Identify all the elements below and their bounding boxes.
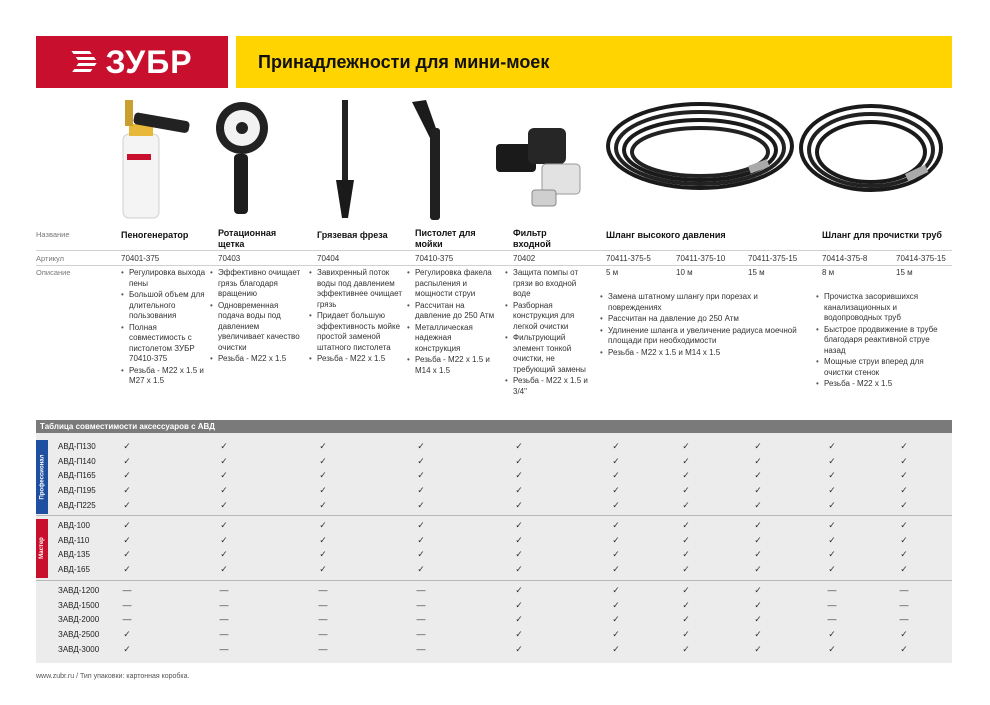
hose-length: 5 м bbox=[606, 268, 619, 277]
compatible-check: ✓ bbox=[682, 499, 690, 510]
compatible-check: ✓ bbox=[900, 485, 908, 496]
not-compatible-dash: — bbox=[416, 599, 426, 610]
description-item: • Резьба - М22 x 1.5 и М27 x 1.5 bbox=[121, 366, 213, 387]
article-number: 70414-375-15 bbox=[896, 254, 946, 263]
model-name: ЗАВД-1500 bbox=[58, 600, 100, 610]
compatible-check: ✓ bbox=[220, 441, 228, 451]
description-item: • Рассчитан на давление до 250 Атм bbox=[407, 301, 497, 322]
compatible-check: ✓ bbox=[417, 455, 425, 466]
product-name-pipe-cleaning-hose: Шланг для прочистки труб bbox=[822, 230, 942, 240]
hose-length: 15 м bbox=[748, 268, 765, 277]
row-label-name: Название bbox=[36, 230, 70, 239]
pipe-cleaning-hose-image bbox=[795, 98, 955, 204]
row-label-article: Артикул bbox=[36, 254, 64, 263]
description-item: • Удлинение шланга и увеличение радиуса моечной площади при необходимости bbox=[600, 326, 806, 347]
group-label bbox=[36, 440, 48, 514]
compatible-check: ✓ bbox=[123, 564, 131, 575]
model-name: ЗАВД-1200 bbox=[58, 586, 100, 595]
compatible-check: ✓ bbox=[682, 643, 690, 654]
description-item: • Регулировка факела распыления и мощности струи bbox=[407, 268, 497, 300]
description-item: • Металлическая надежная конструкция bbox=[407, 323, 497, 355]
compatible-check: ✓ bbox=[612, 534, 620, 545]
compatible-check: ✓ bbox=[417, 534, 425, 545]
product-description bbox=[210, 268, 306, 366]
compatible-check: ✓ bbox=[754, 643, 762, 654]
description-item: • Резьба - М22 x 1.5 и М14 x 1.5 bbox=[600, 348, 806, 359]
not-compatible-dash: — bbox=[122, 599, 132, 610]
compatible-check: ✓ bbox=[682, 485, 690, 496]
article-number: 70411-375-5 bbox=[606, 254, 651, 263]
compatible-check: ✓ bbox=[417, 470, 425, 481]
compatible-check: ✓ bbox=[123, 629, 131, 640]
compatible-check: ✓ bbox=[828, 564, 836, 575]
compatible-check: ✓ bbox=[515, 534, 523, 545]
compatible-check: ✓ bbox=[515, 520, 523, 530]
compatible-check: ✓ bbox=[123, 499, 131, 510]
group-label-text: Мастер bbox=[39, 537, 45, 560]
compatible-check: ✓ bbox=[515, 585, 523, 595]
compatible-check: ✓ bbox=[612, 499, 620, 510]
product-description bbox=[309, 268, 403, 366]
compatible-check: ✓ bbox=[754, 564, 762, 575]
compatible-check: ✓ bbox=[682, 441, 690, 451]
compatible-check: ✓ bbox=[682, 564, 690, 575]
model-name: ЗАВД-2500 bbox=[58, 630, 100, 640]
description-item: • Защита помпы от грязи во входной воде bbox=[505, 268, 593, 300]
product-name-foam-generator: Пеногенератор bbox=[121, 230, 189, 240]
not-compatible-dash: — bbox=[318, 629, 328, 640]
model-name: ЗАВД-3000 bbox=[58, 644, 100, 654]
compatible-check: ✓ bbox=[612, 485, 620, 496]
compat-table-title: Таблица совместимости аксессуаров с АВД bbox=[36, 420, 952, 433]
compatible-check: ✓ bbox=[220, 534, 228, 545]
model-name: АВД-П130 bbox=[58, 442, 96, 451]
compatible-check: ✓ bbox=[900, 534, 908, 545]
compatible-check: ✓ bbox=[319, 549, 327, 560]
not-compatible-dash: — bbox=[899, 614, 909, 625]
compatible-check: ✓ bbox=[612, 520, 620, 530]
compatible-check: ✓ bbox=[754, 485, 762, 496]
description-item: • Мощные струи вперед для очистки стенок bbox=[816, 357, 952, 378]
compatible-check: ✓ bbox=[123, 520, 131, 530]
not-compatible-dash: — bbox=[122, 614, 132, 625]
divider bbox=[36, 265, 952, 266]
compatible-check: ✓ bbox=[900, 549, 908, 560]
compatible-check: ✓ bbox=[754, 520, 762, 530]
compatible-check: ✓ bbox=[515, 549, 523, 560]
compatible-check: ✓ bbox=[319, 534, 327, 545]
row-label-description: Описание bbox=[36, 268, 71, 277]
product-name-dirt-blaster: Грязевая фреза bbox=[317, 230, 388, 240]
compatible-check: ✓ bbox=[828, 470, 836, 481]
not-compatible-dash: — bbox=[318, 599, 328, 610]
compatible-check: ✓ bbox=[754, 599, 762, 610]
compatible-check: ✓ bbox=[682, 614, 690, 625]
hose-length: 8 м bbox=[822, 268, 835, 277]
article-number: 70401-375 bbox=[121, 254, 160, 263]
compatible-check: ✓ bbox=[319, 441, 327, 451]
compatible-check: ✓ bbox=[220, 455, 228, 466]
compatible-check: ✓ bbox=[319, 485, 327, 496]
model-name: АВД-100 bbox=[58, 521, 90, 530]
compatible-check: ✓ bbox=[220, 499, 228, 510]
compatible-check: ✓ bbox=[417, 520, 425, 530]
compatible-check: ✓ bbox=[828, 534, 836, 545]
not-compatible-dash: — bbox=[219, 599, 229, 610]
model-name: АВД-110 bbox=[58, 535, 90, 545]
compatible-check: ✓ bbox=[220, 549, 228, 560]
compatible-check: ✓ bbox=[123, 485, 131, 496]
compatible-check: ✓ bbox=[417, 564, 425, 575]
description-item: • Эффективно очищает грязь благодаря вращению bbox=[210, 268, 306, 300]
compatible-check: ✓ bbox=[123, 455, 131, 466]
compatible-check: ✓ bbox=[900, 499, 908, 510]
not-compatible-dash: — bbox=[899, 585, 909, 595]
description-item: • Прочистка засорившихся канализационных и водопроводных труб bbox=[816, 292, 952, 324]
compatible-check: ✓ bbox=[319, 455, 327, 466]
compatible-check: ✓ bbox=[515, 599, 523, 610]
description-item: • Придает большую эффективность мойке простой заменой штатного пистолета bbox=[309, 311, 403, 353]
foam-generator-image bbox=[105, 96, 195, 220]
article-number: 70411-375-15 bbox=[748, 254, 798, 263]
logo-text: ЗУБР bbox=[105, 43, 193, 80]
compatible-check: ✓ bbox=[754, 629, 762, 640]
compatible-check: ✓ bbox=[900, 520, 908, 530]
compatible-check: ✓ bbox=[754, 549, 762, 560]
description-item: • Резьба - М22 x 1.5 bbox=[309, 354, 403, 365]
compatible-check: ✓ bbox=[612, 614, 620, 625]
group-divider bbox=[36, 580, 952, 581]
compatible-check: ✓ bbox=[417, 441, 425, 451]
compatible-check: ✓ bbox=[828, 520, 836, 530]
inlet-filter-image bbox=[492, 122, 597, 220]
compatible-check: ✓ bbox=[900, 455, 908, 466]
product-name-rotary-brush: Ротационная щетка bbox=[218, 228, 277, 249]
article-number: 70403 bbox=[218, 254, 241, 263]
compatible-check: ✓ bbox=[754, 455, 762, 466]
product-name-spray-gun: Пистолет для мойки bbox=[415, 228, 476, 249]
spray-gun-image bbox=[408, 98, 453, 222]
not-compatible-dash: — bbox=[219, 585, 229, 595]
compatible-check: ✓ bbox=[319, 499, 327, 510]
divider bbox=[36, 250, 952, 251]
compatible-check: ✓ bbox=[682, 455, 690, 466]
compatible-check: ✓ bbox=[612, 599, 620, 610]
model-name: АВД-135 bbox=[58, 550, 90, 560]
not-compatible-dash: — bbox=[899, 599, 909, 610]
article-number: 70411-375-10 bbox=[676, 254, 726, 263]
compatible-check: ✓ bbox=[754, 441, 762, 451]
not-compatible-dash: — bbox=[416, 629, 426, 640]
not-compatible-dash: — bbox=[416, 614, 426, 625]
footer-text: www.zubr.ru / Тип упаковки: картонная коробка. bbox=[36, 673, 190, 680]
compatible-check: ✓ bbox=[828, 643, 836, 654]
compatible-check: ✓ bbox=[319, 520, 327, 530]
product-description bbox=[600, 292, 806, 359]
compatible-check: ✓ bbox=[515, 614, 523, 625]
model-name: АВД-П225 bbox=[58, 500, 96, 510]
model-name: ЗАВД-2000 bbox=[58, 615, 100, 625]
product-description bbox=[121, 268, 213, 388]
description-item: • Завихренный поток воды под давлением эффективнее очищает грязь bbox=[309, 268, 403, 310]
model-name: АВД-П140 bbox=[58, 456, 96, 466]
compatible-check: ✓ bbox=[417, 549, 425, 560]
group-label-text: Профессионал bbox=[39, 454, 45, 500]
product-name-high-pressure-hose: Шланг высокого давления bbox=[606, 230, 726, 240]
article-number: 70410-375 bbox=[415, 254, 454, 263]
compatible-check: ✓ bbox=[123, 549, 131, 560]
description-item: • Большой объем для длительного пользования bbox=[121, 290, 213, 322]
compatible-check: ✓ bbox=[754, 499, 762, 510]
compatible-check: ✓ bbox=[682, 470, 690, 481]
compatible-check: ✓ bbox=[612, 441, 620, 451]
compatible-check: ✓ bbox=[515, 629, 523, 640]
compatible-check: ✓ bbox=[220, 485, 228, 496]
compatible-check: ✓ bbox=[612, 564, 620, 575]
product-description bbox=[816, 292, 952, 391]
description-item: • Резьба - М22 x 1.5 и 3/4" bbox=[505, 376, 593, 397]
compatible-check: ✓ bbox=[682, 520, 690, 530]
description-item: • Одновременная подача воды под давлением увеличивает качество очистки bbox=[210, 301, 306, 354]
compatible-check: ✓ bbox=[319, 470, 327, 481]
compatible-check: ✓ bbox=[515, 441, 523, 451]
model-name: АВД-П165 bbox=[58, 471, 96, 481]
compatible-check: ✓ bbox=[515, 499, 523, 510]
description-item: • Резьба - М22 x 1.5 и М14 x 1.5 bbox=[407, 355, 497, 376]
compatible-check: ✓ bbox=[900, 629, 908, 640]
model-name: АВД-165 bbox=[58, 565, 90, 575]
compatible-check: ✓ bbox=[828, 549, 836, 560]
compatible-check: ✓ bbox=[754, 534, 762, 545]
hose-length: 15 м bbox=[896, 268, 913, 277]
compatible-check: ✓ bbox=[417, 485, 425, 496]
not-compatible-dash: — bbox=[416, 643, 426, 654]
brand-logo bbox=[36, 36, 228, 88]
compatible-check: ✓ bbox=[515, 455, 523, 466]
article-number: 70404 bbox=[317, 254, 340, 263]
compatible-check: ✓ bbox=[754, 614, 762, 625]
article-number: 70414-375-8 bbox=[822, 254, 868, 263]
logo-arrows-icon bbox=[71, 51, 97, 73]
description-item: • Замена штатному шлангу при порезах и повреждениях bbox=[600, 292, 806, 313]
not-compatible-dash: — bbox=[416, 585, 426, 595]
not-compatible-dash: — bbox=[122, 585, 132, 595]
compatible-check: ✓ bbox=[319, 564, 327, 575]
not-compatible-dash: — bbox=[318, 585, 328, 595]
rotary-brush-image bbox=[212, 98, 272, 220]
high-pressure-hose-image bbox=[598, 96, 803, 208]
not-compatible-dash: — bbox=[827, 599, 837, 610]
compatible-check: ✓ bbox=[220, 564, 228, 575]
compatible-check: ✓ bbox=[900, 643, 908, 654]
compatible-check: ✓ bbox=[828, 441, 836, 451]
compatible-check: ✓ bbox=[515, 470, 523, 481]
group-label bbox=[36, 519, 48, 578]
article-number: 70402 bbox=[513, 254, 536, 263]
compatible-check: ✓ bbox=[123, 534, 131, 545]
compatible-check: ✓ bbox=[828, 455, 836, 466]
compatible-check: ✓ bbox=[682, 549, 690, 560]
compatible-check: ✓ bbox=[754, 585, 762, 595]
compatible-check: ✓ bbox=[900, 470, 908, 481]
description-item: • Быстрое продвижение в трубе благодаря реактивной струе назад bbox=[816, 325, 952, 357]
compatible-check: ✓ bbox=[612, 470, 620, 481]
compatible-check: ✓ bbox=[612, 585, 620, 595]
compatible-check: ✓ bbox=[682, 599, 690, 610]
not-compatible-dash: — bbox=[219, 629, 229, 640]
compatible-check: ✓ bbox=[900, 564, 908, 575]
compatible-check: ✓ bbox=[682, 534, 690, 545]
not-compatible-dash: — bbox=[318, 643, 328, 654]
compatible-check: ✓ bbox=[123, 470, 131, 481]
compatible-check: ✓ bbox=[220, 470, 228, 481]
compatible-check: ✓ bbox=[828, 499, 836, 510]
hose-length: 10 м bbox=[676, 268, 693, 277]
not-compatible-dash: — bbox=[827, 585, 837, 595]
compatible-check: ✓ bbox=[612, 549, 620, 560]
compatible-check: ✓ bbox=[220, 520, 228, 530]
group-divider bbox=[36, 515, 952, 516]
description-item: • Фильтрующий элемент тонкой очистки, не требующий замены bbox=[505, 333, 593, 375]
compatible-check: ✓ bbox=[515, 564, 523, 575]
not-compatible-dash: — bbox=[318, 614, 328, 625]
compatible-check: ✓ bbox=[123, 643, 131, 654]
description-item: • Разборная конструкция для легкой очистки bbox=[505, 301, 593, 333]
compatible-check: ✓ bbox=[900, 441, 908, 451]
compatible-check: ✓ bbox=[515, 643, 523, 654]
page-title: Принадлежности для мини-моек bbox=[258, 51, 550, 72]
compatible-check: ✓ bbox=[612, 629, 620, 640]
compatible-check: ✓ bbox=[754, 470, 762, 481]
not-compatible-dash: — bbox=[827, 614, 837, 625]
compatible-check: ✓ bbox=[828, 485, 836, 496]
compatible-check: ✓ bbox=[515, 485, 523, 496]
model-name: АВД-П195 bbox=[58, 486, 96, 496]
title-banner bbox=[236, 36, 952, 88]
not-compatible-dash: — bbox=[219, 614, 229, 625]
compat-table bbox=[36, 433, 952, 663]
compatible-check: ✓ bbox=[682, 629, 690, 640]
description-item: • Полная совместимость с пистолетом ЗУБР 70410-375 bbox=[121, 323, 213, 365]
product-description bbox=[407, 268, 497, 377]
compatible-check: ✓ bbox=[828, 629, 836, 640]
compatible-check: ✓ bbox=[123, 441, 131, 451]
description-item: • Регулировка выхода пены bbox=[121, 268, 213, 289]
description-item: • Рассчитан на давление до 250 Атм bbox=[600, 314, 806, 325]
description-item: • Резьба - М22 x 1.5 bbox=[816, 379, 952, 390]
compatible-check: ✓ bbox=[612, 643, 620, 654]
product-description bbox=[505, 268, 593, 398]
compatible-check: ✓ bbox=[417, 499, 425, 510]
product-name-inlet-filter: Фильтр входной bbox=[513, 228, 551, 249]
not-compatible-dash: — bbox=[219, 643, 229, 654]
compatible-check: ✓ bbox=[612, 455, 620, 466]
description-item: • Резьба - М22 x 1.5 bbox=[210, 354, 306, 365]
compatible-check: ✓ bbox=[682, 585, 690, 595]
dirt-blaster-image bbox=[330, 98, 360, 222]
